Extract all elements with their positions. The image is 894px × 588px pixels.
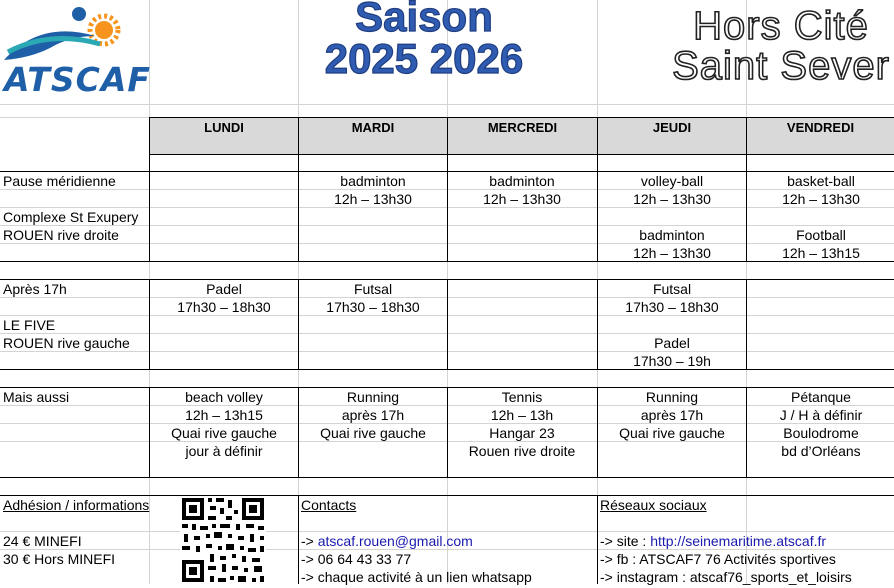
- also-vendredi-place: Boulodrome: [783, 425, 859, 441]
- also-lundi-activity: beach volley: [185, 389, 263, 405]
- midday-mercredi-activity: badminton: [489, 173, 555, 189]
- adhesion-title: Adhésion / informations: [3, 497, 150, 513]
- also-jeudi-activity: Running: [645, 389, 699, 405]
- midday-vendredi-activity-1: basket-ball: [787, 173, 855, 189]
- also-lundi-time: 12h – 13h15: [185, 407, 263, 423]
- midday-mardi-activity: badminton: [340, 173, 406, 189]
- also-mercredi-activity: Tennis: [501, 389, 543, 405]
- evening-jeudi-activity-2: Padel: [654, 335, 690, 351]
- midday-venue-city: ROUEN rive droite: [3, 227, 119, 243]
- evening-venue-name: LE FIVE: [3, 317, 56, 333]
- evening-mardi-activity: Futsal: [353, 281, 393, 297]
- also-mardi-time: après 17h: [341, 407, 405, 423]
- also-mercredi-time: 12h – 13h: [490, 407, 554, 423]
- also-mercredi-city: Rouen rive droite: [468, 443, 576, 459]
- evening-jeudi-time-1: 17h30 – 18h30: [625, 299, 719, 315]
- place-title-line1: Hors Cité: [693, 4, 869, 48]
- contact-whatsapp: -> chaque activité à un lien whatsapp: [301, 569, 532, 585]
- social-facebook[interactable]: -> fb : ATSCAF7 76 Activités sportives: [600, 551, 836, 567]
- midday-vendredi-time-2: 12h – 13h15: [782, 245, 860, 261]
- evening-mardi-time: 17h30 – 18h30: [326, 299, 420, 315]
- price-hors-minefi: 30 € Hors MINEFI: [3, 551, 116, 567]
- social-instagram[interactable]: -> instagram : atscaf76_sports_et_loisirs: [600, 569, 852, 585]
- atscaf-logo: [0, 0, 160, 100]
- day-header-lundi: LUNDI: [204, 120, 244, 135]
- price-minefi: 24 € MINEFI: [3, 533, 82, 549]
- logo-text: ATSCAF: [4, 60, 151, 99]
- also-jeudi-time: après 17h: [640, 407, 704, 423]
- qr-code-icon[interactable]: [180, 496, 266, 588]
- also-mardi-activity: Running: [346, 389, 400, 405]
- midday-mercredi-time: 12h – 13h30: [483, 191, 561, 207]
- midday-jeudi-time-2: 12h – 13h30: [633, 245, 711, 261]
- evening-label: Après 17h: [3, 281, 67, 297]
- contacts-title: Contacts: [301, 497, 357, 513]
- day-header-mardi: MARDI: [351, 120, 395, 135]
- day-header-mercredi: MERCREDI: [487, 120, 558, 135]
- also-vendredi-time: J / H à définir: [779, 407, 863, 423]
- place-title-line2: Saint Sever: [672, 44, 890, 88]
- also-lundi-note: jour à définir: [185, 443, 263, 459]
- place-title: [668, 6, 894, 86]
- social-title: Réseaux sociaux: [600, 497, 707, 513]
- midday-jeudi-time-1: 12h – 13h30: [633, 191, 711, 207]
- also-label: Mais aussi: [3, 389, 70, 405]
- contact-email-prefix: ->: [301, 533, 318, 549]
- season-title-line1: Saison: [355, 0, 493, 40]
- also-jeudi-place: Quai rive gauche: [619, 425, 725, 441]
- midday-vendredi-activity-2: Football: [796, 227, 846, 243]
- also-lundi-place: Quai rive gauche: [171, 425, 277, 441]
- also-vendredi-address: bd d’Orléans: [781, 443, 861, 459]
- contact-email-row: [301, 532, 473, 550]
- contact-email-link[interactable]: atscaf.rouen@gmail.com: [317, 533, 473, 549]
- social-site-row: [600, 532, 826, 550]
- evening-jeudi-time-2: 17h30 – 19h: [633, 353, 711, 369]
- midday-label: Pause méridienne: [3, 173, 116, 189]
- also-mercredi-place: Hangar 23: [489, 425, 555, 441]
- evening-jeudi-activity-1: Futsal: [652, 281, 692, 297]
- midday-mardi-time: 12h – 13h30: [334, 191, 412, 207]
- season-title: [298, 0, 550, 80]
- day-header-vendredi: VENDREDI: [786, 120, 855, 135]
- also-vendredi-activity: Pétanque: [791, 389, 851, 405]
- evening-lundi-time: 17h30 – 18h30: [177, 299, 271, 315]
- social-site-link[interactable]: http://seinemaritime.atscaf.fr: [650, 533, 827, 549]
- social-site-prefix: -> site :: [600, 533, 651, 549]
- midday-jeudi-activity-1: volley-ball: [640, 173, 704, 189]
- contact-phone: -> 06 64 43 33 77: [301, 551, 412, 567]
- midday-jeudi-activity-2: badminton: [639, 227, 705, 243]
- evening-venue-city: ROUEN rive gauche: [3, 335, 130, 351]
- season-title-line2: 2025 2026: [324, 35, 524, 82]
- midday-vendredi-time-1: 12h – 13h30: [782, 191, 860, 207]
- day-header-jeudi: JEUDI: [652, 120, 692, 135]
- also-mardi-place: Quai rive gauche: [320, 425, 426, 441]
- evening-lundi-activity: Padel: [206, 281, 242, 297]
- midday-venue-name: Complexe St Exupery: [3, 209, 139, 225]
